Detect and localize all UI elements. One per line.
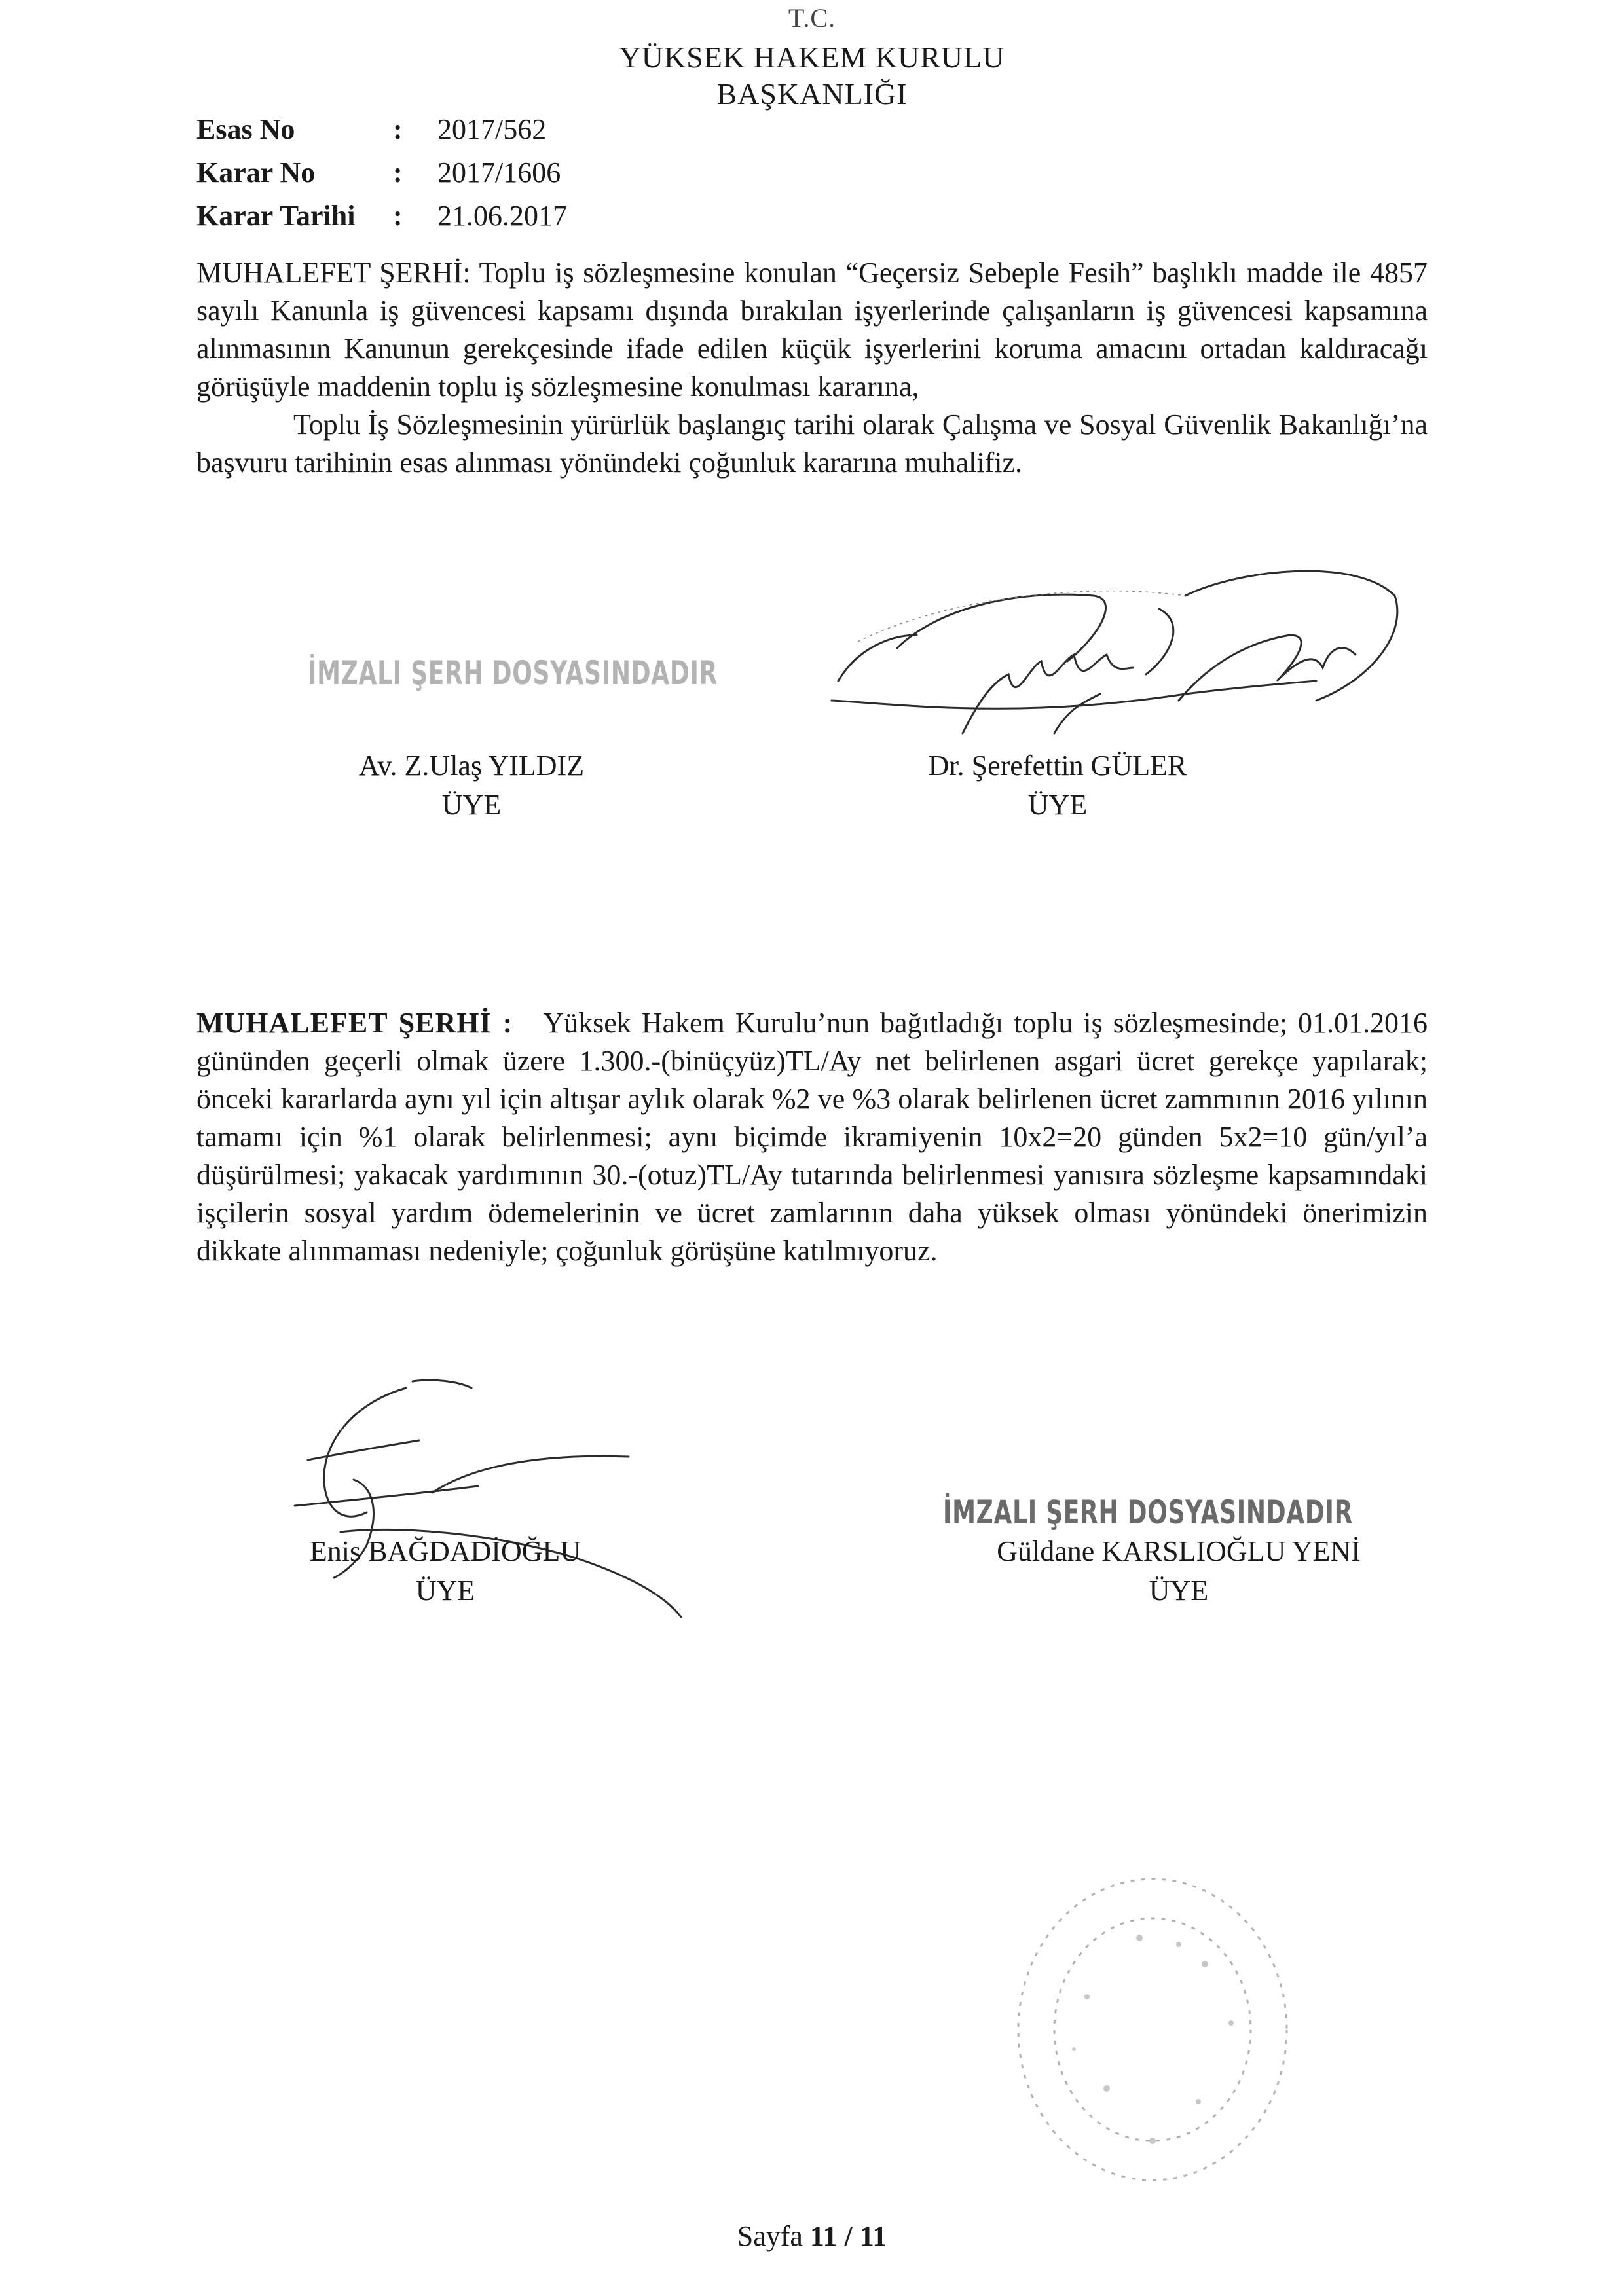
official-seal-icon xyxy=(1008,1866,1297,2193)
page-number: 11 / 11 xyxy=(809,2220,887,2252)
signer-karslioglu xyxy=(917,1532,1441,1611)
dissent-1-lead: MUHALEFET ŞERHİ: xyxy=(196,257,471,289)
signer-yildiz xyxy=(242,746,701,825)
meta-row-tarih xyxy=(196,194,567,238)
meta-colon: : xyxy=(393,156,403,189)
meta-value: 21.06.2017 xyxy=(437,200,567,232)
meta-colon: : xyxy=(393,113,403,145)
meta-label: Karar Tarihi xyxy=(196,200,356,232)
dissent-1 xyxy=(196,254,1428,482)
signer-name: Güldane KARSLIOĞLU YENİ xyxy=(997,1535,1361,1567)
dissent-2 xyxy=(196,1004,1428,1270)
dissent-1-text: Toplu iş sözleşmesine konulan “Geçersiz Sebeple Fesih” başlıklı madde ile 4857 sayılı Kanunla iş güvencesi kapsamı dışında bırakılan işyerlerinde çalışanların iş güvencesi kapsamına alınmasının Kanunun gerekçesinde ifade edilen küçük işyerlerini koruma amacını ortadan kaldıracağı görüşüyle maddenin toplu iş sözleşmesine konulması kararına, xyxy=(196,257,1428,403)
dissent-1-paragraph-2: Toplu İş Sözleşmesinin yürürlük başlangıç tarihi olarak Çalışma ve Sosyal Güvenlik Bakanlığı’na başvuru tarihinin esas alınması yönündeki çoğunluk kararına muhalifiz. xyxy=(196,409,1428,479)
page-footer xyxy=(0,2219,1624,2253)
dissent-1-paragraph-1 xyxy=(196,254,1428,406)
institution-office: BAŞKANLIĞI xyxy=(716,77,908,111)
signer-role: ÜYE xyxy=(441,789,502,821)
page-label: Sayfa xyxy=(737,2220,803,2252)
meta-row-karar xyxy=(196,151,567,194)
meta-label: Esas No xyxy=(196,113,295,145)
signature-on-file-stamp: İMZALI ŞERH DOSYASINDADIR xyxy=(943,1493,1354,1531)
signature-on-file-stamp: İMZALI ŞERH DOSYASINDADIR xyxy=(308,654,718,692)
signer-name: Dr. Şerefettin GÜLER xyxy=(928,750,1187,782)
signer-role: ÜYE xyxy=(415,1575,475,1607)
signer-role: ÜYE xyxy=(1149,1575,1209,1607)
meta-value: 2017/1606 xyxy=(437,156,561,189)
signer-guler xyxy=(828,746,1287,825)
signer-name: Av. Z.Ulaş YILDIZ xyxy=(358,750,585,782)
signer-bagdadioglu xyxy=(216,1532,674,1611)
meta-row-esas xyxy=(196,108,567,151)
meta-value: 2017/562 xyxy=(437,113,547,145)
header-fragment: T.C. xyxy=(788,3,836,33)
dissent-2-lead: MUHALEFET ŞERHİ : xyxy=(196,1007,513,1039)
signer-name: Enis BAĞDADİOĞLU xyxy=(309,1535,581,1567)
meta-colon: : xyxy=(393,200,403,232)
signer-role: ÜYE xyxy=(1027,789,1088,821)
meta-label: Karar No xyxy=(196,156,316,189)
handwritten-signature-guler xyxy=(819,570,1441,766)
institution-name: YÜKSEK HAKEM KURULU xyxy=(619,41,1005,74)
dissent-2-paragraph xyxy=(196,1004,1428,1270)
case-metadata xyxy=(196,108,567,238)
dissent-2-text: Yüksek Hakem Kurulu’nun bağıtladığı toplu iş sözleşmesinde; 01.01.2016 gününden geçerli olmak üzere 1.300.-(binüçyüz)TL/Ay net belirlenen asgari ücret gerekçe yapılarak; önceki kararlarda aynı yıl için altışar aylık olarak %2 ve %3 olarak belirlenen ücret zammının 2016 yılının tamamı için %1 olarak belirlenmesi; aynı biçimde ikramiyenin 10x2=20 günden 5x2=10 gün/yıl’a düşürülmesi; yakacak yardımının 30.-(otuz)TL/Ay tutarında belirlenmesi yanısıra sözleşme kapsamındaki işçilerin sosyal yardım ödemelerinin ve ücret zamlarının daha yüksek olması yönündeki önerimizin dikkate alınmaması nedeniyle; çoğunluk görüşüne katılmıyoruz. xyxy=(196,1007,1428,1267)
